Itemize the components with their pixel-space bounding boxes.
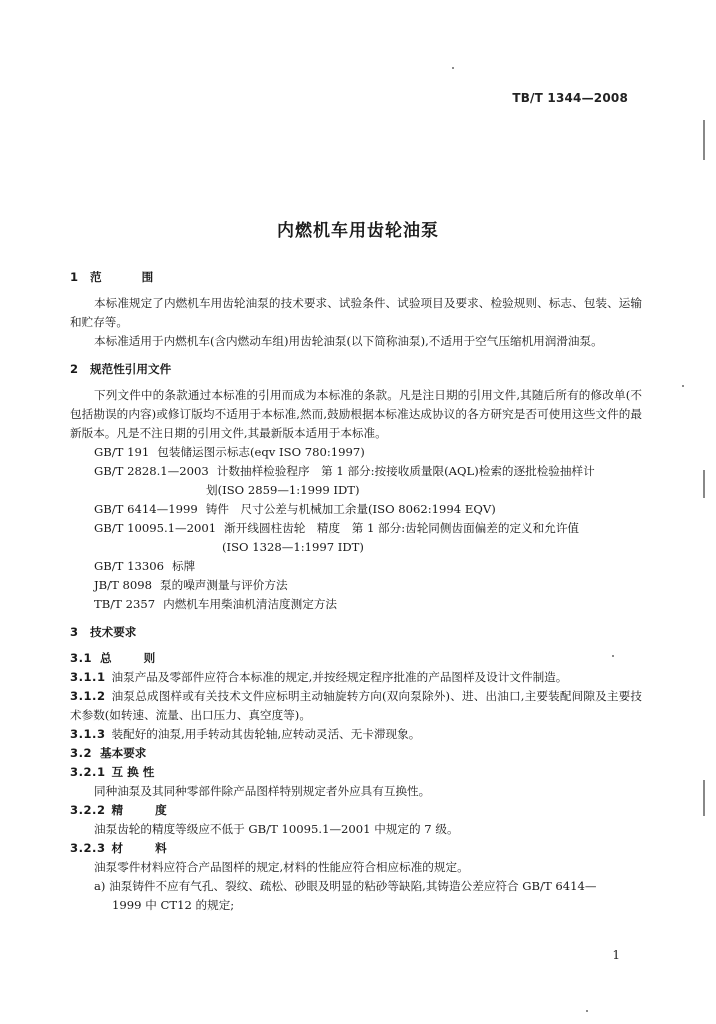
clause-title: 基本要求 (100, 746, 147, 760)
clause-text: 油泵产品及零部件应符合本标准的规定,并按经规定程序批准的产品图样及设计文件制造。 (111, 670, 568, 684)
section-3-heading (70, 623, 642, 642)
section-number: 2 (70, 362, 79, 376)
reference-item (70, 443, 642, 462)
section-title: 规范性引用文件 (90, 362, 172, 376)
section-title: 技术要求 (90, 625, 137, 639)
paragraph: 本标准规定了内燃机车用齿轮油泵的技术要求、试验条件、试验项目及要求、检验规则、标志、包装、运输和贮存等。 (70, 296, 642, 329)
clause-3-2-2 (70, 801, 642, 820)
reference-code: GB/T 6414—1999 (94, 502, 198, 516)
clause-number: 3.2.1 (70, 765, 106, 779)
list-item-a (70, 877, 642, 915)
reference-item (70, 500, 642, 519)
clause-number: 3.2 (70, 746, 93, 760)
reference-code: TB/T 2357 (94, 597, 156, 611)
section-number: 1 (70, 270, 79, 284)
clause-number: 3.1.2 (70, 689, 106, 703)
scan-speck (612, 655, 614, 657)
reference-title: 包装储运图示标志(eqv ISO 780:1997) (157, 445, 365, 459)
reference-title: 铸件 尺寸公差与机械加工余量(ISO 8062:1994 EQV) (205, 502, 496, 516)
clause-title: 总 则 (100, 651, 170, 665)
clause-number: 3.1.1 (70, 670, 106, 684)
clause-title: 精 度 (111, 803, 181, 817)
list-continuation: 1999 中 CT12 的规定; (112, 898, 235, 912)
clause-3-1-2 (70, 687, 642, 725)
reference-title: 内燃机车用柴油机清洁度测定方法 (163, 597, 338, 611)
scan-speck (586, 1010, 588, 1012)
document-body (70, 268, 642, 915)
clause-number: 3.2.2 (70, 803, 106, 817)
reference-item (70, 557, 642, 576)
reference-title: 渐开线圆柱齿轮 精度 第 1 部分:齿轮同侧齿面偏差的定义和允许值 (224, 521, 580, 535)
reference-item (70, 519, 642, 557)
reference-code: JB/T 8098 (94, 578, 152, 592)
clause-body: 油泵零件材料应符合产品图样的规定,材料的性能应符合相应标准的规定。 (94, 860, 469, 874)
reference-title: 标牌 (172, 559, 196, 573)
clause-3-2 (70, 744, 642, 763)
page-number: 1 (612, 948, 620, 962)
section-1-heading (70, 268, 642, 287)
reference-item (70, 576, 642, 595)
reference-continuation: 划(ISO 2859—1:1999 IDT) (206, 483, 360, 497)
clause-3-1-1 (70, 668, 642, 687)
clause-number: 3.1 (70, 651, 93, 665)
clause-title: 材 料 (111, 841, 181, 855)
paragraph: 本标准适用于内燃机车(含内燃动车组)用齿轮油泵(以下简称油泵),不适用于空气压缩机用润滑油泵。 (94, 334, 603, 348)
standard-code: TB/T 1344—2008 (512, 91, 628, 105)
clause-body: 同种油泵及其同种零部件除产品图样特别规定者外应具有互换性。 (94, 784, 431, 798)
reference-continuation: (ISO 1328—1:1997 IDT) (222, 540, 364, 554)
paragraph: 下列文件中的条款通过本标准的引用而成为本标准的条款。凡是注日期的引用文件,其随后所有的修改单(不包括勘误的内容)或修订版均不适用于本标准,然而,鼓励根据本标准达成协议的各方研究是否可使用这些文件的最新版本。凡是不注日期的引用文件,其最新版本适用于本标准。 (70, 388, 642, 440)
clause-body: 油泵齿轮的精度等级应不低于 GB/T 10095.1—2001 中规定的 7 级。 (94, 822, 459, 836)
clause-text: 装配好的油泵,用手转动其齿轮轴,应转动灵活、无卡滞现象。 (111, 727, 421, 741)
section-title: 范 围 (90, 270, 172, 284)
reference-title: 计数抽样检验程序 第 1 部分:按接收质量限(AQL)检索的逐批检验抽样计 (216, 464, 595, 478)
clause-number: 3.2.3 (70, 841, 106, 855)
clause-3-1 (70, 649, 642, 668)
scan-speck (682, 385, 684, 387)
scan-edge-mark (703, 120, 705, 160)
scan-speck (452, 67, 454, 69)
clause-number: 3.1.3 (70, 727, 106, 741)
clause-3-1-3 (70, 725, 642, 744)
clause-text: 油泵总成图样或有关技术文件应标明主动轴旋转方向(双向泵除外)、进、出油口,主要装配间隙及主要技术参数(如转速、流量、出口压力、真空度等)。 (70, 689, 642, 722)
reference-code: GB/T 191 (94, 445, 150, 459)
clause-3-2-3 (70, 839, 642, 858)
reference-code: GB/T 10095.1—2001 (94, 521, 217, 535)
list-label: a) (94, 879, 106, 893)
list-text: 油泵铸件不应有气孔、裂纹、疏松、砂眼及明显的粘砂等缺陷,其铸造公差应符合 GB/T 6414— (109, 879, 597, 893)
clause-title: 互换性 (111, 765, 159, 779)
scan-edge-mark (703, 470, 705, 498)
clause-3-2-1 (70, 763, 642, 782)
reference-item (70, 595, 642, 614)
reference-title: 泵的噪声测量与评价方法 (160, 578, 288, 592)
normative-reference-list (70, 443, 642, 614)
reference-code: GB/T 13306 (94, 559, 164, 573)
scan-edge-mark (703, 780, 705, 816)
section-2-heading (70, 360, 642, 379)
reference-code: GB/T 2828.1—2003 (94, 464, 209, 478)
document-title: 内燃机车用齿轮油泵 (277, 221, 439, 241)
section-number: 3 (70, 625, 79, 639)
reference-item (70, 462, 642, 500)
